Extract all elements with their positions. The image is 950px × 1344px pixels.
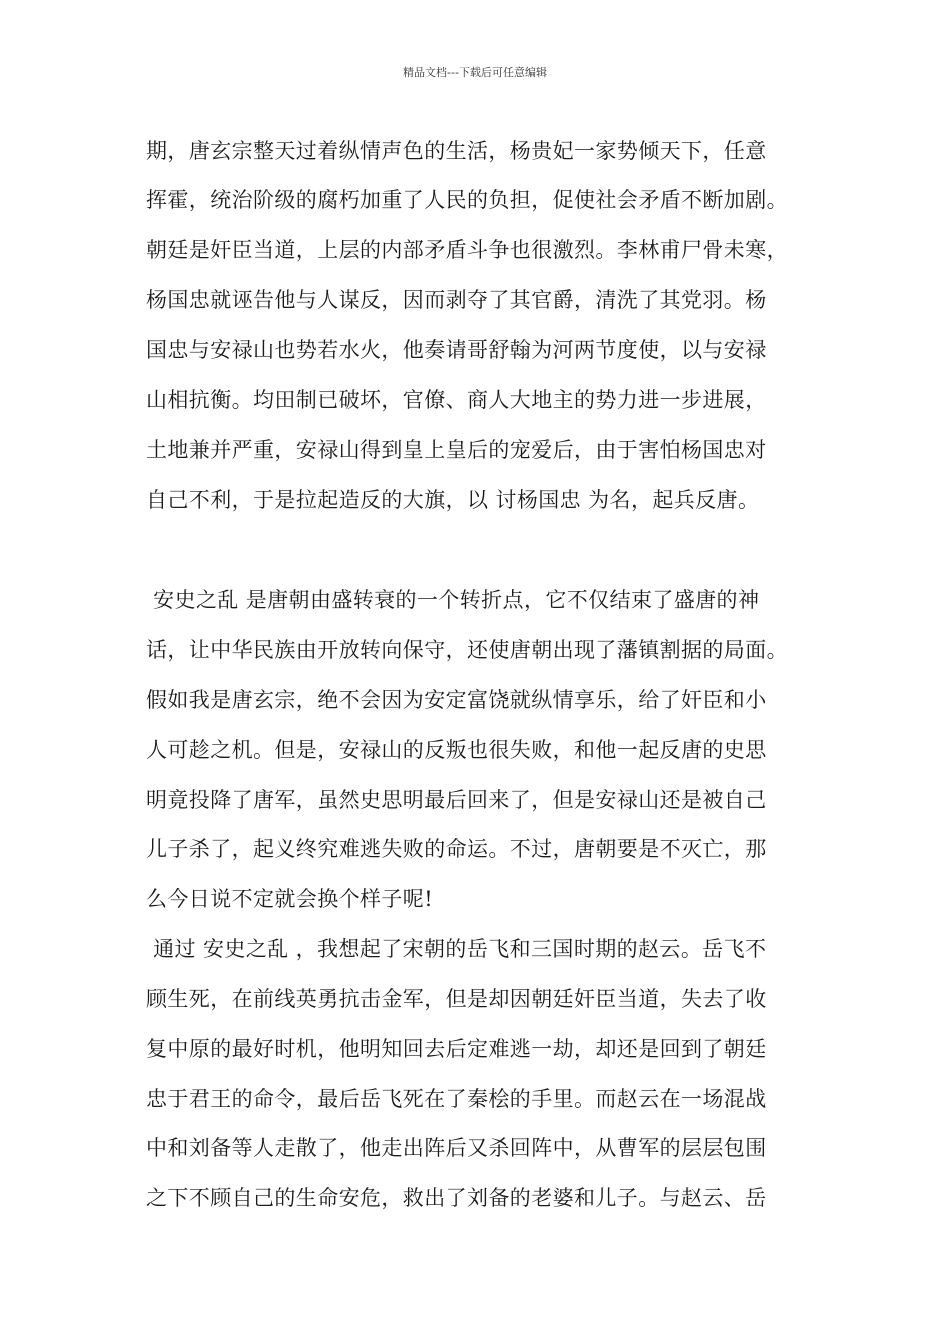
text-line: 复中原的最好时机，他明知回去后定难逃一劫，却还是回到了朝廷 <box>146 1037 767 1061</box>
text-line: 忠于君王的命令，最后岳飞死在了秦桧的手里。而赵云在一场混战 <box>146 1087 767 1111</box>
text-line: 挥霍，统治阶级的腐朽加重了人民的负担，促使社会矛盾不断加剧。 <box>146 188 788 212</box>
text-line: 话，让中华民族由开放转向保守，还使唐朝出现了藩镇割据的局面。 <box>146 638 788 662</box>
text-line: 山相抗衡。均田制已破坏，官僚、商人大地主的势力进一步进展， <box>146 388 767 412</box>
text-line: 安史之乱 是唐朝由盛转衰的一个转折点，它不仅结束了盛唐的神 <box>146 588 760 612</box>
page-header: 精品文档---下载后可任意编辑 <box>403 66 547 79</box>
text-line: 土地兼并严重，安禄山得到皇上皇后的宠爱后，由于害怕杨国忠对 <box>146 438 767 462</box>
text-line: 人可趁之机。但是，安禄山的反叛也很失败，和他一起反唐的史思 <box>146 738 767 762</box>
text-line: 假如我是唐玄宗，绝不会因为安定富饶就纵情享乐，给了奸臣和小 <box>146 688 767 712</box>
text-line: 明竟投降了唐军，虽然史思明最后回来了，但是安禄山还是被自己 <box>146 788 767 812</box>
text-line: 顾生死，在前线英勇抗击金军，但是却因朝廷奸臣当道，失去了收 <box>146 987 767 1011</box>
text-line: 儿子杀了，起义终究难逃失败的命运。不过，唐朝要是不灭亡，那 <box>146 837 767 861</box>
text-line: 通过 安史之乱 ，我想起了宋朝的岳飞和三国时期的赵云。岳飞不 <box>146 937 767 961</box>
text-line: 自己不利，于是拉起造反的大旗，以 讨杨国忠 为名，起兵反唐。 <box>146 488 760 512</box>
text-line: 中和刘备等人走散了，他走出阵后又杀回阵中，从曹军的层层包围 <box>146 1136 767 1160</box>
text-line: 之下不顾自己的生命安危，救出了刘备的老婆和儿子。与赵云、岳 <box>146 1186 767 1210</box>
text-line: 期，唐玄宗整天过着纵情声色的生活，杨贵妃一家势倾天下，任意 <box>146 139 767 163</box>
text-line: 么今日说不定就会换个样子呢! <box>146 887 434 911</box>
text-line: 国忠与安禄山也势若水火，他奏请哥舒翰为河两节度使，以与安禄 <box>146 338 767 362</box>
text-line: 朝廷是奸臣当道，上层的内部矛盾斗争也很激烈。李林甫尸骨未寒， <box>146 238 788 262</box>
text-line: 杨国忠就诬告他与人谋反，因而剥夺了其官爵，清洗了其党羽。杨 <box>146 288 767 312</box>
